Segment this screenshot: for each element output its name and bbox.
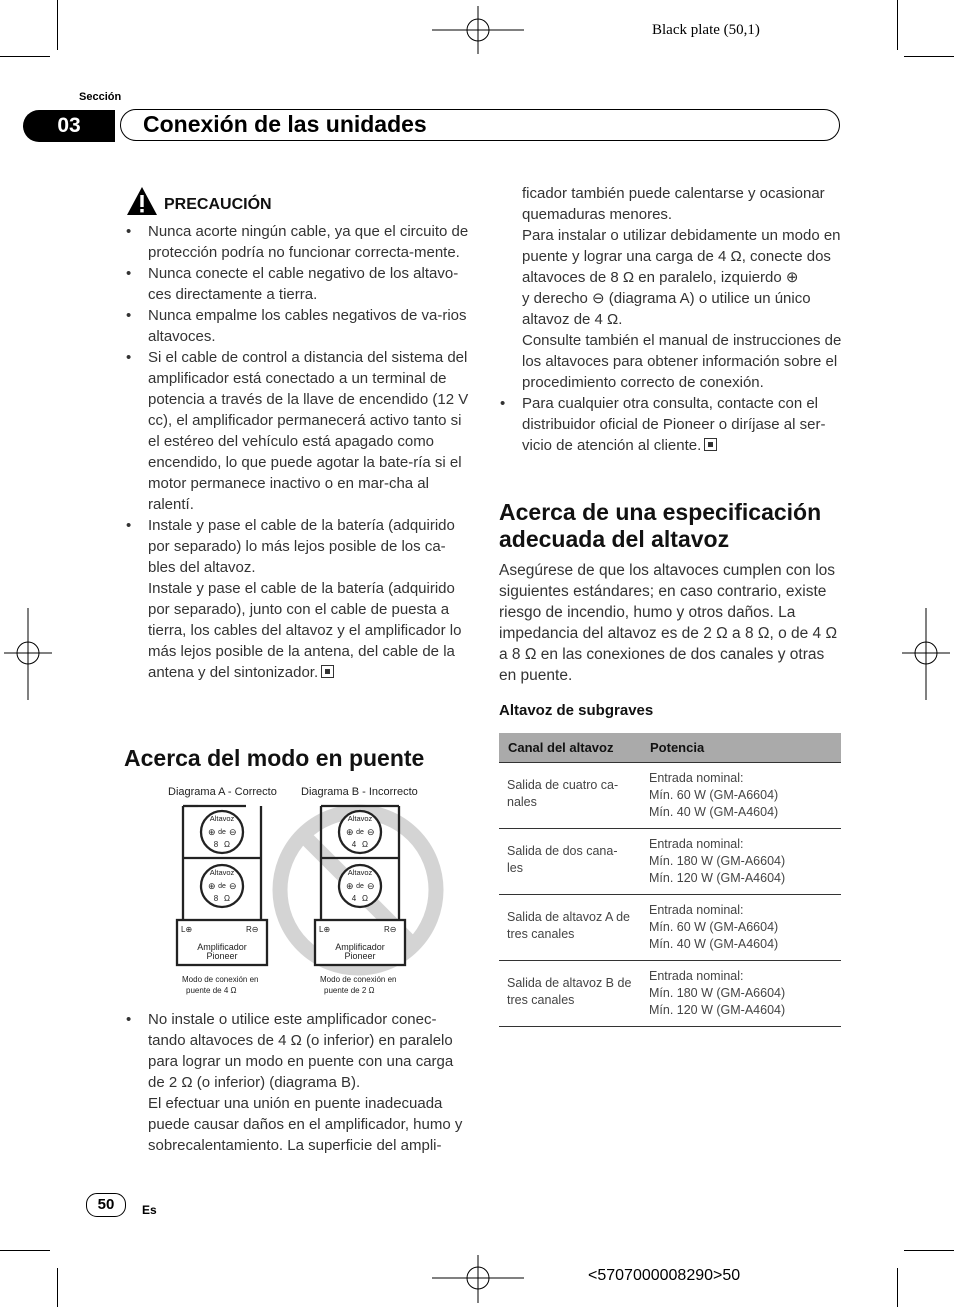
svg-text:⊖: ⊖ — [367, 881, 375, 891]
section-title-box — [120, 109, 840, 141]
spec-subtitle: Altavoz de subgraves — [499, 702, 654, 719]
table-cell — [641, 829, 841, 895]
svg-text:4: 4 — [351, 840, 357, 849]
bridge-list-2 — [498, 393, 843, 456]
table-row — [499, 829, 841, 895]
plate-label: Black plate (50,1) — [652, 22, 760, 38]
end-mark-icon — [321, 665, 334, 678]
svg-text:puente de 2 Ω: puente de 2 Ω — [324, 986, 375, 995]
paragraph: y derecho — [522, 290, 588, 307]
list-item-text: Instale y pase el cable de la batería (adquirido por separado) lo más lejos posible de los ca-bles del altavoz. — [148, 517, 455, 576]
column-header: Potencia — [641, 733, 841, 763]
crop-mark — [904, 56, 954, 57]
svg-text:Altavoz: Altavoz — [347, 868, 373, 877]
svg-text:Ω: Ω — [362, 894, 368, 903]
list-item — [124, 1009, 469, 1156]
svg-text:Altavoz: Altavoz — [209, 868, 235, 877]
svg-text:Pioneer: Pioneer — [344, 951, 376, 961]
spec-title: Acerca de una especificación adecuada del altavoz — [499, 499, 822, 552]
spec-table — [499, 733, 841, 1027]
cell-line: Entrada nominal: — [649, 903, 744, 917]
svg-text:⊖: ⊖ — [367, 827, 375, 837]
svg-text:de: de — [356, 883, 364, 890]
cell-line: Mín. 120 W (GM-A4604) — [649, 1003, 786, 1017]
registration-mark-right — [902, 608, 950, 700]
crop-mark — [897, 0, 898, 50]
caution-title: PRECAUCIÓN — [164, 196, 272, 213]
paragraph: Para instalar o utilizar debidamente un modo en puente y lograr una carga de 4 Ω, conecte dos altavoces de 8 Ω en paralelo, izquierdo — [522, 227, 841, 286]
table-cell — [641, 895, 841, 961]
svg-text:⊕: ⊕ — [346, 881, 354, 891]
crop-mark — [0, 56, 50, 57]
table-cell: Salida de altavoz B de tres canales — [499, 961, 641, 1027]
cell-line: Mín. 180 W (GM-A6604) — [649, 986, 786, 1000]
list-item — [124, 221, 469, 263]
paragraph: (diagrama A) o utilice un único altavoz de 4 Ω. — [522, 290, 811, 328]
cell-line: Entrada nominal: — [649, 837, 744, 851]
svg-text:⊕: ⊕ — [208, 827, 216, 837]
registration-mark-left — [4, 608, 52, 700]
language-code: Es — [142, 1203, 157, 1217]
list-item-text: No instale o utilice este amplificador conec-tando altavoces de 4 Ω (o inferior) en paralelo para lograr un modo en puente con una carga de 2 Ω (o inferior) (diagrama B). — [148, 1011, 454, 1091]
speaker-b2 — [339, 865, 381, 907]
speaker-a1 — [201, 811, 243, 853]
cell-line: Mín. 60 W (GM-A6604) — [649, 788, 779, 802]
bridge-diagram — [160, 780, 455, 1002]
svg-text:de: de — [218, 883, 226, 890]
registration-mark-bottom — [432, 1255, 524, 1303]
column-header: Canal del altavoz — [499, 733, 641, 763]
caution-list — [124, 221, 469, 683]
table-cell — [641, 961, 841, 1027]
paragraph: Consulte también el manual de instrucciones de los altavoces para obtener información sobre el procedimiento correcto de conexión. — [522, 332, 842, 391]
table-row — [499, 961, 841, 1027]
caution-header — [126, 186, 272, 216]
list-item-text: Nunca acorte ningún cable, ya que el circuito de protección podría no funcionar correcta-mente. — [148, 223, 469, 261]
bridge-list — [124, 1009, 469, 1156]
table-header-row — [499, 733, 841, 763]
cell-line: Entrada nominal: — [649, 969, 744, 983]
table-cell: Salida de dos cana-les — [499, 829, 641, 895]
bridge-continued — [498, 183, 843, 456]
section-number: 03 — [23, 110, 115, 142]
svg-text:8: 8 — [213, 894, 219, 903]
table-cell: Salida de cuatro ca-nales — [499, 763, 641, 829]
cell-line: Mín. 60 W (GM-A6604) — [649, 920, 779, 934]
list-item-text: Nunca empalme los cables negativos de va-rios altavoces. — [148, 307, 467, 345]
svg-text:Ω: Ω — [224, 894, 230, 903]
end-mark-icon — [704, 438, 717, 451]
table-row — [499, 895, 841, 961]
svg-text:Ω: Ω — [362, 840, 368, 849]
crop-mark — [57, 1268, 58, 1307]
svg-text:R⊖: R⊖ — [384, 925, 397, 934]
table-cell: Salida de altavoz A de tres canales — [499, 895, 641, 961]
amplifier-a — [177, 920, 267, 965]
svg-text:4: 4 — [351, 894, 357, 903]
table-row — [499, 763, 841, 829]
svg-text:de: de — [356, 829, 364, 836]
cell-line: Mín. 40 W (GM-A4604) — [649, 937, 779, 951]
speaker-a2 — [201, 865, 243, 907]
amplifier-b — [315, 920, 405, 965]
svg-text:⊕: ⊕ — [346, 827, 354, 837]
svg-text:⊕: ⊕ — [208, 881, 216, 891]
svg-text:⊖: ⊖ — [229, 827, 237, 837]
svg-text:⊖: ⊖ — [229, 881, 237, 891]
crop-mark — [897, 1268, 898, 1307]
section-label: Sección — [79, 91, 122, 103]
svg-text:L⊕: L⊕ — [181, 925, 193, 934]
section-title: Conexión de las unidades — [143, 111, 427, 137]
plus-icon: ⊕ — [785, 269, 799, 286]
svg-text:Altavoz: Altavoz — [209, 814, 235, 823]
list-item — [124, 515, 469, 683]
diagram-b-title: Diagrama B - Incorrecto — [301, 786, 418, 798]
crop-mark — [57, 0, 58, 50]
bridge-title: Acerca del modo en puente — [124, 745, 425, 771]
svg-text:8: 8 — [213, 840, 219, 849]
svg-text:de: de — [218, 829, 226, 836]
svg-text:R⊖: R⊖ — [246, 925, 259, 934]
svg-text:Amplificador: Amplificador — [197, 942, 247, 952]
crop-mark — [0, 1250, 50, 1251]
speaker-b1 — [339, 811, 381, 853]
warning-icon — [126, 186, 158, 216]
list-item — [124, 347, 469, 515]
list-item-text: Nunca conecte el cable negativo de los altavo-ces directamente a tierra. — [148, 265, 459, 303]
spec-body: Asegúrese de que los altavoces cumplen con los siguientes estándares; en caso contrario, existe riesgo de incendio, humo y otros daños. La impedancia del altavoz es de 2 Ω a 8 Ω, o de 4 Ω a 8 Ω en las conexiones de dos canales y otras en puente. — [499, 562, 838, 684]
svg-text:puente de 4 Ω: puente de 4 Ω — [186, 986, 237, 995]
cell-line: Mín. 120 W (GM-A4604) — [649, 871, 786, 885]
cell-line: Mín. 180 W (GM-A6604) — [649, 854, 786, 868]
paragraph: ficador también puede calentarse y ocasionar quemaduras menores. — [522, 185, 825, 223]
list-item — [124, 263, 469, 305]
svg-text:Pioneer: Pioneer — [206, 951, 238, 961]
crop-mark — [904, 1250, 954, 1251]
page-number: 50 — [86, 1193, 126, 1217]
cell-line: Mín. 40 W (GM-A4604) — [649, 805, 779, 819]
table-cell — [641, 763, 841, 829]
list-item-text: Si el cable de control a distancia del sistema del amplificador está conectado a un terminal de potencia a través de la llave de encendido (12 V cc), el amplificador permanecerá activo tanto si el estéreo del vehículo está apagado como encendido, lo que puede agotar la bate-ría si el motor permanece inactivo o en mar-cha al ralentí. — [148, 349, 469, 513]
document-code: <5707000008290>50 — [588, 1267, 741, 1284]
diagram-a-title: Diagrama A - Correcto — [168, 786, 277, 798]
bridge-list-container — [124, 1009, 469, 1156]
spec-table-container — [499, 733, 841, 1027]
list-item-text: El efectuar una unión en puente inadecuada puede causar daños en el amplificador, humo y sobrecalentamiento. La superficie del ampli- — [148, 1095, 463, 1154]
caution-list-container — [124, 221, 469, 683]
list-item — [124, 305, 469, 347]
cell-line: Entrada nominal: — [649, 771, 744, 785]
list-item-text: Instale y pase el cable de la batería (adquirido por separado), junto con el cable de puesta a tierra, los cables del altavoz y el amplificador lo más lejos posible de la antena, del cable de la antena y del sintonizador. — [148, 580, 462, 681]
svg-text:Modo de conexión en: Modo de conexión en — [320, 975, 397, 984]
svg-text:Amplificador: Amplificador — [335, 942, 385, 952]
minus-icon: ⊖ — [592, 290, 605, 307]
svg-text:Altavoz: Altavoz — [347, 814, 373, 823]
list-item-text: Para cualquier otra consulta, contacte con el distribuidor oficial de Pioneer o diríjase al ser-vicio de atención al cliente. — [522, 395, 826, 454]
registration-mark-top — [432, 6, 524, 54]
svg-text:Ω: Ω — [224, 840, 230, 849]
svg-text:Modo de conexión en: Modo de conexión en — [182, 975, 259, 984]
svg-text:L⊕: L⊕ — [319, 925, 331, 934]
list-item — [498, 393, 843, 456]
